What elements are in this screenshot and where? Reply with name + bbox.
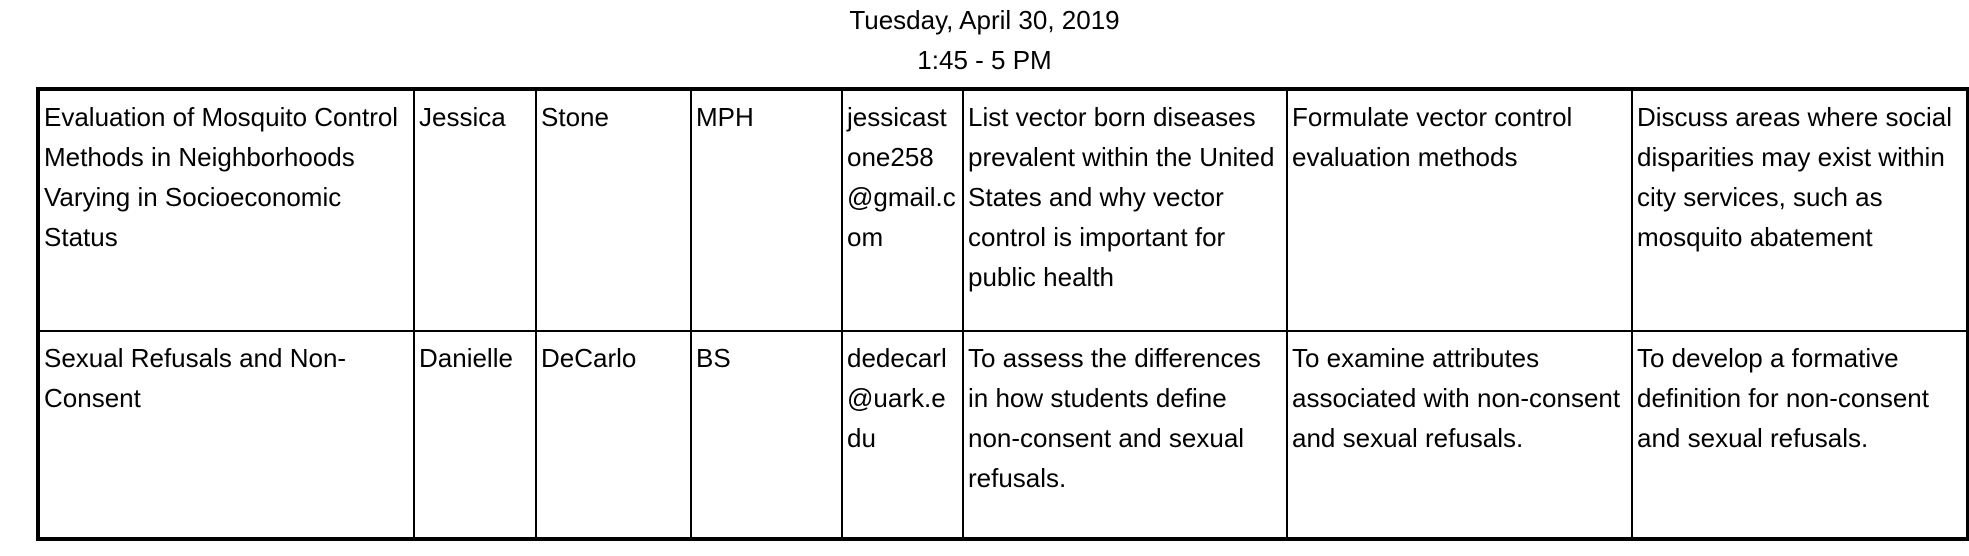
learning-objective-2: To examine attributes associated with non-consent and sexual refusals. — [1287, 331, 1632, 539]
learning-objective-1: To assess the differences in how students define non-consent and sexual refusals. — [963, 331, 1287, 539]
presentation-title: Evaluation of Mosquito Control Methods in Neighborhoods Varying in Socioeconomic Status — [38, 89, 414, 331]
presenter-degree: MPH — [691, 89, 842, 331]
presentation-title: Sexual Refusals and Non-Consent — [38, 331, 414, 539]
learning-objective-3: To develop a formative definition for non-consent and sexual refusals. — [1632, 331, 1968, 539]
learning-objective-2: Formulate vector control evaluation methods — [1287, 89, 1632, 331]
session-time: 1:45 - 5 PM — [917, 45, 1052, 75]
learning-objective-3: Discuss areas where social disparities may exist within city services, such as mosquito abatement — [1632, 89, 1968, 331]
presenter-degree: BS — [691, 331, 842, 539]
presenter-first-name: Danielle — [414, 331, 536, 539]
presentations-table — [36, 87, 1969, 541]
presenter-email: dedecarl@uark.edu — [842, 331, 963, 539]
presenter-last-name: DeCarlo — [536, 331, 691, 539]
presenter-first-name: Jessica — [414, 89, 536, 331]
presenter-email: jessicastone258@gmail.com — [842, 89, 963, 331]
table-row — [38, 331, 1968, 539]
session-header — [0, 0, 1969, 80]
presenter-last-name: Stone — [536, 89, 691, 331]
table-row — [38, 89, 1968, 331]
learning-objective-1: List vector born diseases prevalent within the United States and why vector control is important for public health — [963, 89, 1287, 331]
session-date: Tuesday, April 30, 2019 — [849, 5, 1120, 35]
